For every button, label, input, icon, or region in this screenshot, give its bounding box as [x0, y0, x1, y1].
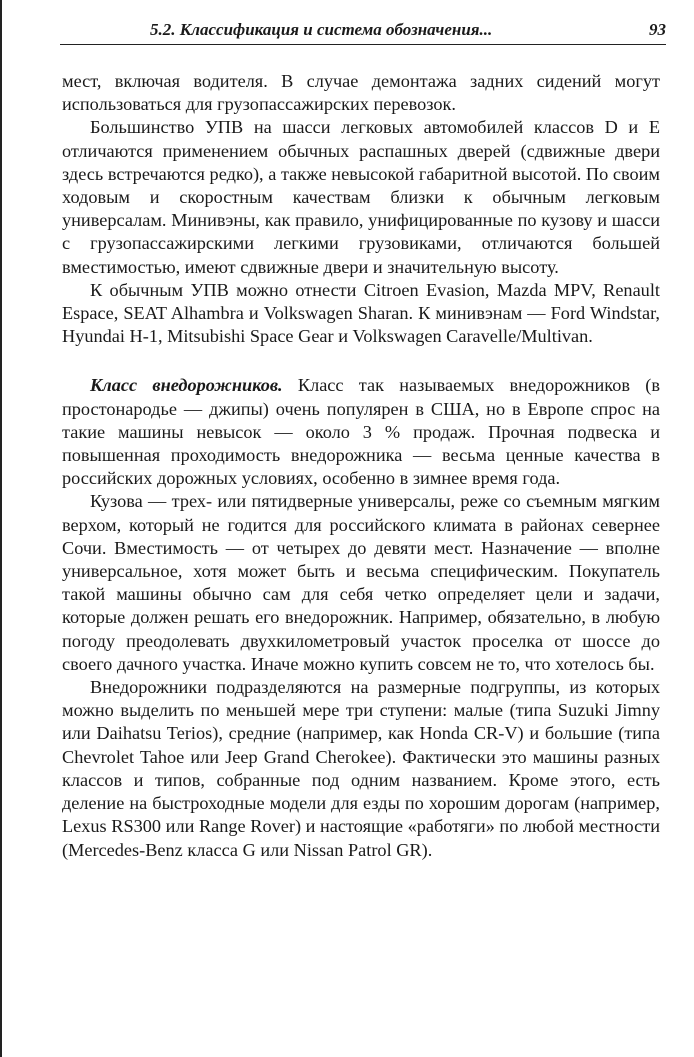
paragraph-offroad-class-text: Класс так называемых внедорожников (в простонародье — джипы) очень популярен в США, но в Европе спрос на такие машины невысок — около 3 % продаж. Прочная подвеска и повышенная проходимость внедорожника — весьма ценные качества в российских дорожных условиях, особенно в зимнее время года. [62, 375, 661, 489]
paragraph-upv-classes: Большинство УПВ на шасси легковых автомобилей классов D и E отличаются применением обычных распашных дверей (сдвижные двери здесь встречаются редко), а также невысокой габаритной высотой. По своим ходовым и скоростным качествам близки к обычным легковым универсалам. Минивэны, как правило, унифицированные по кузову и шасси с грузопассажирскими легкими грузовиками, отличаются большей вместимостью, имеют сдвижные двери и значительную высоту. [62, 117, 660, 277]
run-in-heading: Класс внедорожников. [90, 375, 283, 396]
body-text [62, 70, 660, 862]
paragraph-offroad-bodies: Кузова — трех- или пятидверные универсалы, реже со съемным мягким верхом, который не годится для российского климата в районах севернее Сочи. Вместимость — от четырех до девяти мест. Назначение — вполне универсальное, хотя может быть и весьма специфическим. Покупатель такой машины обычно сам для себя четко определяет цели и задачи, которые должен решать его внедорожник. Например, обязательно, в любую погоду преодолевать двухкилометровый участок проселка от шоссе до своего дачного участка. Иначе можно купить совсем не то, что хотелось бы. [62, 491, 660, 674]
paragraph-offroad-subgroups: Внедорожники подразделяются на размерные подгруппы, из которых можно выделить по меньшей мере три ступени: малые (типа Suzuki Jimny или Daihatsu Terios), средние (например, как Honda CR-V) и большие (типа Chevrolet Tahoe или Jeep Grand Cherokee). Фактически это машины разных классов и типов, собранные под одним названием. Кроме этого, есть деление на быстроходные модели для езды по хорошим дорогам (например, Lexus RS300 или Range Rover) и настоящие «работяги» по любой местности (Mercedes-Benz класса G или Nissan Patrol GR). [62, 677, 660, 860]
section-title: 5.2. Классификация и система обозначения... [150, 20, 493, 39]
page-number: 93 [649, 20, 666, 39]
paragraph-upv-examples: К обычным УПВ можно отнести Citroen Evasion, Mazda MPV, Renault Espace, SEAT Alhambra и Volkswagen Sharan. К минивэнам — Ford Windstar, Hyundai H-1, Mitsubishi Space Gear и Volkswagen Caravelle/Multivan. [62, 279, 660, 347]
running-header [60, 14, 666, 45]
paragraph-continuation: мест, включая водителя. В случае демонтажа задних сидений могут использоваться для грузопассажирских перевозок. [62, 71, 660, 115]
paragraph-offroad-class [62, 374, 660, 490]
